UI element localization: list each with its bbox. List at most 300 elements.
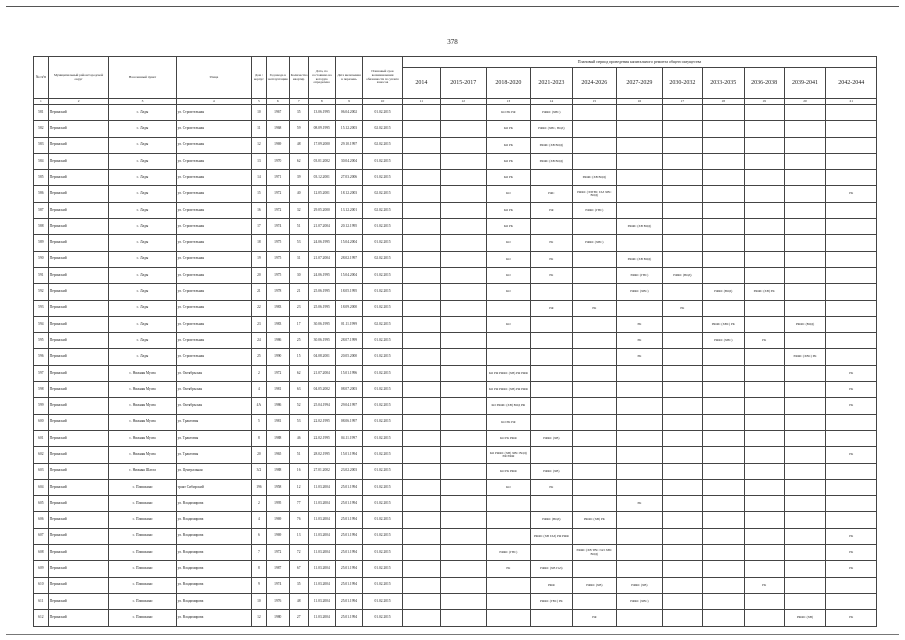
cell-repair-period xyxy=(826,316,877,332)
cell-repair-period xyxy=(402,137,440,153)
cell-repair-period xyxy=(572,365,616,381)
table-row xyxy=(34,561,877,577)
cell-street: ул. Владимирова xyxy=(176,593,251,609)
cell-house: 19 xyxy=(252,251,267,267)
cell-repair-period: РК xyxy=(826,365,877,381)
cell-date-obligation: 01.02.2015 xyxy=(363,398,403,414)
cell-repair-period xyxy=(702,202,744,218)
cell-street: ул. Октябрьская xyxy=(176,382,251,398)
table-row xyxy=(34,316,877,332)
cell-repair-period xyxy=(530,447,572,463)
cell-repair-period xyxy=(784,496,826,512)
cell-repair-period xyxy=(662,382,702,398)
cell-repair-period: РК xyxy=(826,447,877,463)
column-number: 3 xyxy=(109,99,176,105)
cell-repair-period: РК xyxy=(826,545,877,561)
cell-repair-period xyxy=(572,382,616,398)
table-row xyxy=(34,365,877,381)
cell-repair-period xyxy=(702,219,744,235)
cell-repair-period xyxy=(616,153,662,169)
cell-repair-period: РФФС (ЭЛТВС ГАЗ ХВС ВОД) xyxy=(572,186,616,202)
cell-year-built: 1974 xyxy=(266,219,289,235)
cell-repair-period: РК xyxy=(826,561,877,577)
cell-year-built: 1972 xyxy=(266,365,289,381)
table-row xyxy=(34,496,877,512)
cell-date-inclusion: 25.01.1994 xyxy=(335,512,362,528)
column-number: 17 xyxy=(662,99,702,105)
cell-date-privatization: 11.03.2004 xyxy=(308,512,335,528)
cell-repair-period: РФФС (ХВС) РК xyxy=(784,349,826,365)
cell-repair-period xyxy=(702,463,744,479)
cell-house: 196 xyxy=(252,479,267,495)
cell-settlement: с. Нижняя Мусва xyxy=(109,398,176,414)
cell-house: 9 xyxy=(252,577,267,593)
cell-date-privatization: 30.06.1995 xyxy=(308,316,335,332)
cell-apartments: 35 xyxy=(289,577,308,593)
cell-repair-period xyxy=(702,610,744,626)
cell-street: ул. Владимирова xyxy=(176,512,251,528)
cell-municipality: Перинский xyxy=(48,577,109,593)
cell-repair-period xyxy=(744,300,784,316)
table-row xyxy=(34,349,877,365)
cell-repair-period xyxy=(440,316,486,332)
cell-apartments: 77 xyxy=(289,496,308,512)
cell-apartments: 15 xyxy=(289,349,308,365)
cell-repair-period xyxy=(572,284,616,300)
table-row xyxy=(34,382,877,398)
cell-year-built: 1958 xyxy=(266,479,289,495)
table-row xyxy=(34,430,877,446)
cell-date-obligation: 01.02.2015 xyxy=(363,447,403,463)
cell-repair-period xyxy=(784,512,826,528)
cell-date-inclusion: 20.05.2000 xyxy=(335,349,362,365)
cell-repair-period xyxy=(486,610,530,626)
cell-street: ул. Владимирова xyxy=(176,610,251,626)
cell-repair-period xyxy=(662,219,702,235)
cell-repair-period xyxy=(616,186,662,202)
cell-date-obligation: 01.02.2015 xyxy=(363,512,403,528)
cell-year-built: 1988 xyxy=(266,430,289,446)
cell-settlement: с. Плишкино xyxy=(109,545,176,561)
cell-house: 8 xyxy=(252,430,267,446)
col-header-apartments: Количество квартир xyxy=(289,57,308,99)
cell-municipality: Перинский xyxy=(48,300,109,316)
cell-repair-period xyxy=(440,593,486,609)
column-number: 4 xyxy=(176,99,251,105)
cell-apartments: 30 xyxy=(289,267,308,283)
cell-repair-period xyxy=(702,593,744,609)
cell-repair-period: КО РК xyxy=(486,219,530,235)
cell-repair-period xyxy=(784,561,826,577)
cell-repair-period xyxy=(784,447,826,463)
cell-repair-period xyxy=(616,447,662,463)
cell-repair-period xyxy=(662,365,702,381)
cell-no: 596 xyxy=(34,349,49,365)
cell-repair-period xyxy=(702,545,744,561)
table-row xyxy=(34,251,877,267)
cell-repair-period xyxy=(826,105,877,121)
cell-year-built: 1967 xyxy=(266,105,289,121)
cell-repair-period xyxy=(402,430,440,446)
cell-apartments: 48 xyxy=(289,137,308,153)
cell-repair-period: РФФС (ХВ) РК xyxy=(744,284,784,300)
cell-repair-period: РФФС (ХВС) xyxy=(530,105,572,121)
cell-street: ул. Строительная xyxy=(176,186,251,202)
cell-year-built: 1978 xyxy=(266,284,289,300)
col-header-year-built: Год ввода в эксплуатацию xyxy=(266,57,289,99)
cell-date-obligation: 01.02.2015 xyxy=(363,593,403,609)
cell-street: ул. Октябрьская xyxy=(176,365,251,381)
cell-settlement: с. Плишкино xyxy=(109,496,176,512)
cell-house: 25 xyxy=(252,349,267,365)
cell-repair-period xyxy=(440,528,486,544)
cell-house: 6 xyxy=(252,528,267,544)
cell-repair-period: РК xyxy=(530,479,572,495)
cell-year-built: 1976 xyxy=(266,593,289,609)
cell-date-obligation: 01.02.2015 xyxy=(363,267,403,283)
cell-repair-period xyxy=(702,496,744,512)
cell-repair-period xyxy=(440,153,486,169)
table-row xyxy=(34,528,877,544)
cell-apartments: 31 xyxy=(289,251,308,267)
cell-date-obligation: 01.02.2015 xyxy=(363,235,403,251)
cell-date-privatization: 04.08.2001 xyxy=(308,349,335,365)
cell-repair-period: РК xyxy=(616,316,662,332)
col-header-period-title: Плановый период проведения капитального ремонта общего имущества xyxy=(402,57,876,68)
cell-repair-period xyxy=(702,235,744,251)
cell-repair-period xyxy=(402,186,440,202)
cell-date-inclusion: 25.01.1994 xyxy=(335,479,362,495)
cell-apartments: 59 xyxy=(289,121,308,137)
cell-repair-period xyxy=(402,577,440,593)
cell-no: 589 xyxy=(34,235,49,251)
cell-year-built: 1981 xyxy=(266,382,289,398)
cell-municipality: Перинский xyxy=(48,610,109,626)
cell-date-inclusion: 18.05.1995 xyxy=(335,284,362,300)
cell-street: ул. Строительная xyxy=(176,105,251,121)
cell-settlement: с. Лады xyxy=(109,219,176,235)
cell-year-built: 1990 xyxy=(266,349,289,365)
col-header-year: 2030-2032 xyxy=(662,68,702,99)
cell-date-obligation: 01.02.2015 xyxy=(363,382,403,398)
table-row xyxy=(34,284,877,300)
cell-repair-period xyxy=(826,235,877,251)
cell-repair-period xyxy=(530,316,572,332)
cell-street: ул. Владимирова xyxy=(176,528,251,544)
cell-no: 583 xyxy=(34,137,49,153)
cell-repair-period xyxy=(662,251,702,267)
cell-date-privatization: 22.02.1995 xyxy=(308,414,335,430)
cell-settlement: с. Лады xyxy=(109,316,176,332)
cell-repair-period: КО xyxy=(486,267,530,283)
cell-date-inclusion: 25.01.1994 xyxy=(335,561,362,577)
cell-repair-period xyxy=(662,561,702,577)
cell-repair-period xyxy=(702,300,744,316)
table-row xyxy=(34,545,877,561)
cell-house: 20 xyxy=(252,267,267,283)
cell-settlement: с. Нижняя Мусва xyxy=(109,447,176,463)
cell-repair-period: РФФ xyxy=(530,577,572,593)
cell-settlement: с. Плишкино xyxy=(109,479,176,495)
capital-repair-table xyxy=(33,56,877,627)
cell-date-privatization: 29.05.2000 xyxy=(308,202,335,218)
cell-repair-period xyxy=(572,561,616,577)
cell-repair-period: РК xyxy=(572,300,616,316)
cell-apartments: 23 xyxy=(289,300,308,316)
cell-date-inclusion: 29.10.1997 xyxy=(335,137,362,153)
column-number: 9 xyxy=(335,99,362,105)
cell-house: 21 xyxy=(252,284,267,300)
cell-repair-period: РФФС (ХВС) РК xyxy=(702,316,744,332)
cell-repair-period xyxy=(826,121,877,137)
cell-repair-period: КО РК РФ xyxy=(486,105,530,121)
cell-date-obligation: 01.02.2015 xyxy=(363,300,403,316)
cell-repair-period: РФФС (ХВ ВОД) xyxy=(572,170,616,186)
cell-repair-period xyxy=(784,577,826,593)
cell-repair-period xyxy=(744,463,784,479)
cell-repair-period xyxy=(826,496,877,512)
cell-date-obligation: 01.02.2015 xyxy=(363,333,403,349)
cell-repair-period xyxy=(530,170,572,186)
cell-repair-period xyxy=(784,284,826,300)
cell-no: 582 xyxy=(34,121,49,137)
cell-date-inclusion: 28.07.1999 xyxy=(335,333,362,349)
cell-repair-period xyxy=(572,121,616,137)
cell-repair-period: РК xyxy=(662,300,702,316)
cell-settlement: с. Нижняя Мусва xyxy=(109,430,176,446)
cell-date-privatization: 21.07.2004 xyxy=(308,219,335,235)
cell-street: ул. Октябрьская xyxy=(176,398,251,414)
cell-date-inclusion: 28.02.1997 xyxy=(335,251,362,267)
cell-no: 603 xyxy=(34,463,49,479)
table-row xyxy=(34,202,877,218)
cell-repair-period xyxy=(616,121,662,137)
cell-date-inclusion: 25.01.1994 xyxy=(335,545,362,561)
cell-repair-period xyxy=(744,316,784,332)
cell-date-privatization: 11.03.2004 xyxy=(308,561,335,577)
cell-repair-period xyxy=(702,430,744,446)
cell-no: 585 xyxy=(34,170,49,186)
cell-year-built: 1975 xyxy=(266,267,289,283)
cell-repair-period xyxy=(662,398,702,414)
cell-apartments: 51 xyxy=(289,447,308,463)
table-row xyxy=(34,300,877,316)
cell-date-inclusion: 29.04.1997 xyxy=(335,398,362,414)
cell-repair-period xyxy=(826,577,877,593)
cell-date-privatization: 11.03.2004 xyxy=(308,610,335,626)
cell-no: 602 xyxy=(34,447,49,463)
cell-repair-period xyxy=(440,447,486,463)
column-number: 14 xyxy=(530,99,572,105)
cell-house: 23 xyxy=(252,316,267,332)
cell-repair-period xyxy=(826,479,877,495)
cell-repair-period xyxy=(530,349,572,365)
cell-repair-period xyxy=(486,512,530,528)
cell-repair-period xyxy=(662,333,702,349)
column-number: 10 xyxy=(363,99,403,105)
cell-repair-period xyxy=(702,137,744,153)
cell-repair-period xyxy=(662,512,702,528)
cell-repair-period xyxy=(662,186,702,202)
cell-repair-period: РФ xyxy=(572,610,616,626)
cell-repair-period: РК xyxy=(616,496,662,512)
cell-repair-period xyxy=(572,593,616,609)
cell-repair-period xyxy=(530,382,572,398)
cell-repair-period xyxy=(530,219,572,235)
cell-repair-period xyxy=(662,170,702,186)
cell-settlement: с. Нижняя Шахта xyxy=(109,463,176,479)
cell-repair-period xyxy=(402,593,440,609)
cell-repair-period: КО xyxy=(486,186,530,202)
cell-apartments: 46 xyxy=(289,430,308,446)
cell-repair-period xyxy=(440,610,486,626)
cell-settlement: с. Лады xyxy=(109,202,176,218)
cell-repair-period: РК xyxy=(530,235,572,251)
cell-no: 606 xyxy=(34,512,49,528)
cell-repair-period xyxy=(744,496,784,512)
cell-house: 12 xyxy=(252,137,267,153)
cell-repair-period xyxy=(662,121,702,137)
cell-repair-period xyxy=(616,561,662,577)
cell-no: 587 xyxy=(34,202,49,218)
cell-house: 8 xyxy=(252,561,267,577)
cell-no: 586 xyxy=(34,186,49,202)
cell-repair-period xyxy=(702,153,744,169)
cell-repair-period xyxy=(616,479,662,495)
cell-date-inclusion: 15.04.2004 xyxy=(335,267,362,283)
cell-repair-period xyxy=(402,496,440,512)
cell-settlement: с. Плишкино xyxy=(109,577,176,593)
cell-repair-period xyxy=(662,235,702,251)
cell-repair-period xyxy=(702,170,744,186)
cell-no: 588 xyxy=(34,219,49,235)
cell-repair-period xyxy=(440,202,486,218)
cell-date-inclusion: 20.12.1995 xyxy=(335,219,362,235)
cell-repair-period xyxy=(744,186,784,202)
cell-repair-period xyxy=(572,251,616,267)
cell-settlement: с. Лады xyxy=(109,153,176,169)
cell-municipality: Перинский xyxy=(48,512,109,528)
cell-year-built: 1981 xyxy=(266,414,289,430)
cell-repair-period xyxy=(784,479,826,495)
cell-repair-period xyxy=(530,398,572,414)
cell-repair-period xyxy=(402,512,440,528)
cell-repair-period xyxy=(530,284,572,300)
cell-no: 595 xyxy=(34,333,49,349)
cell-repair-period xyxy=(440,512,486,528)
column-number: 5 xyxy=(252,99,267,105)
cell-municipality: Перинский xyxy=(48,414,109,430)
cell-house: 12 xyxy=(252,610,267,626)
cell-repair-period xyxy=(702,479,744,495)
cell-apartments: 62 xyxy=(289,365,308,381)
cell-house: 20 xyxy=(252,447,267,463)
col-header-year: 2027-2029 xyxy=(616,68,662,99)
cell-year-built: 1972 xyxy=(266,545,289,561)
cell-repair-period xyxy=(784,170,826,186)
cell-repair-period: РФФС (ХВ ГАЗ) xyxy=(530,561,572,577)
cell-settlement: с. Лады xyxy=(109,121,176,137)
table-row xyxy=(34,414,877,430)
cell-repair-period xyxy=(702,251,744,267)
cell-repair-period xyxy=(402,267,440,283)
cell-year-built: 1988 xyxy=(266,463,289,479)
cell-house: 11 xyxy=(252,121,267,137)
cell-repair-period xyxy=(744,251,784,267)
cell-date-inclusion: 23.02.2003 xyxy=(335,463,362,479)
cell-repair-period xyxy=(486,577,530,593)
cell-repair-period xyxy=(744,137,784,153)
cell-house: 5 xyxy=(252,414,267,430)
cell-date-obligation: 01.02.2015 xyxy=(363,479,403,495)
cell-repair-period: КО РК РФФ xyxy=(486,463,530,479)
cell-repair-period xyxy=(702,267,744,283)
cell-repair-period xyxy=(784,333,826,349)
cell-settlement: с. Лады xyxy=(109,284,176,300)
cell-street: ул. Трактовая xyxy=(176,414,251,430)
cell-date-obligation: 01.02.2015 xyxy=(363,105,403,121)
cell-street: ул. Строительная xyxy=(176,333,251,349)
cell-settlement: с. Плишкино xyxy=(109,528,176,544)
cell-year-built: 1980 xyxy=(266,610,289,626)
cell-date-privatization: 11.03.2004 xyxy=(308,496,335,512)
cell-settlement: с. Плишкино xyxy=(109,561,176,577)
cell-no: 610 xyxy=(34,577,49,593)
cell-apartments: 27 xyxy=(289,610,308,626)
cell-repair-period xyxy=(440,463,486,479)
cell-repair-period xyxy=(702,561,744,577)
cell-repair-period xyxy=(402,333,440,349)
cell-repair-period xyxy=(440,137,486,153)
cell-repair-period xyxy=(744,170,784,186)
cell-repair-period xyxy=(440,414,486,430)
cell-apartments: 48 xyxy=(289,593,308,609)
cell-house: 17 xyxy=(252,219,267,235)
col-header-date-obligation: Плановый срок возникновения обязанности по уплате взносов xyxy=(363,57,403,99)
cell-repair-period xyxy=(440,235,486,251)
cell-settlement: с. Плишкино xyxy=(109,512,176,528)
cell-house: 4 xyxy=(252,512,267,528)
cell-repair-period xyxy=(440,577,486,593)
cell-street: ул. Строительная xyxy=(176,300,251,316)
cell-repair-period xyxy=(784,202,826,218)
cell-repair-period: РФФС (ХВ ВОД) xyxy=(530,153,572,169)
table-row xyxy=(34,447,877,463)
cell-repair-period xyxy=(402,235,440,251)
cell-repair-period: РФФС (ХВ ТВС ГАЗ ХВС ВОД) xyxy=(572,545,616,561)
cell-apartments: 21 xyxy=(289,284,308,300)
cell-repair-period: КО xyxy=(486,284,530,300)
table-row xyxy=(34,333,877,349)
column-number: 7 xyxy=(289,99,308,105)
cell-repair-period: РК xyxy=(826,610,877,626)
col-header-date-privatization: Дата, по состоянию на которую определено xyxy=(308,57,335,99)
cell-municipality: Перинский xyxy=(48,186,109,202)
cell-date-privatization: 27.01.2002 xyxy=(308,463,335,479)
cell-repair-period xyxy=(402,398,440,414)
cell-house: 3/2 xyxy=(252,463,267,479)
cell-municipality: Перинский xyxy=(48,219,109,235)
cell-street: ул. Строительная xyxy=(176,121,251,137)
cell-date-obligation: 01.02.2015 xyxy=(363,577,403,593)
cell-apartments: 51 xyxy=(289,219,308,235)
cell-settlement: с. Лады xyxy=(109,137,176,153)
cell-repair-period xyxy=(826,153,877,169)
cell-settlement: с. Нижняя Мусва xyxy=(109,365,176,381)
cell-repair-period: РК xyxy=(530,267,572,283)
cell-no: 609 xyxy=(34,561,49,577)
cell-date-privatization: 17.09.2000 xyxy=(308,137,335,153)
